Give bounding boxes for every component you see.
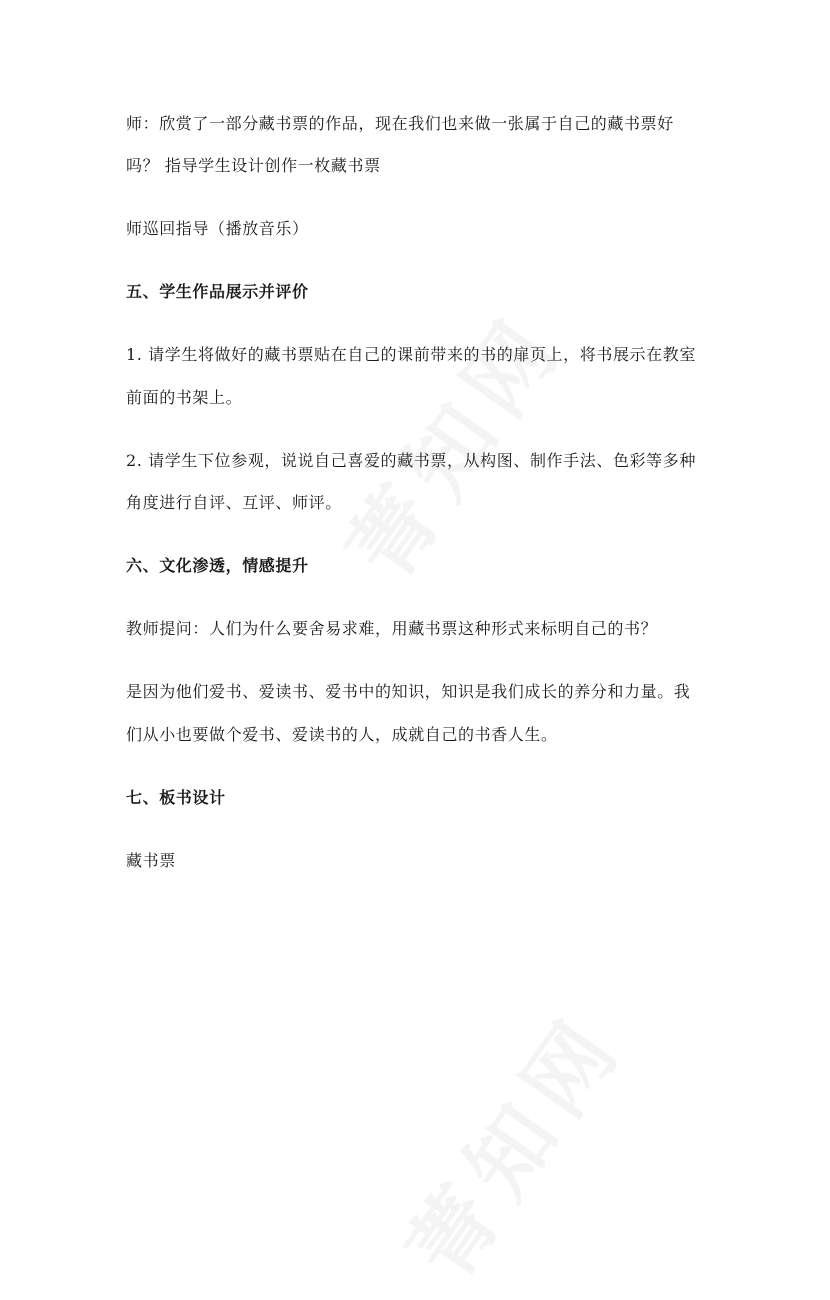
section-heading: 五、学生作品展示并评价 <box>126 282 309 301</box>
paragraph-line: 藏书票 <box>126 851 176 870</box>
paragraph-line: 们从小也要做个爱书、爱读书的人，成就自己的书香人生。 <box>126 725 558 744</box>
paragraph-line: 角度进行自评、互评、师评。 <box>126 493 342 512</box>
paragraph-line: 是因为他们爱书、爱读书、爱书中的知识，知识是我们成长的养分和力量。我 <box>126 682 691 701</box>
section-heading: 七、板书设计 <box>126 788 226 807</box>
paragraph-line: 师：欣赏了一部分藏书票的作品，现在我们也来做一张属于自己的藏书票好 <box>126 114 674 133</box>
paragraph-line: 教师提问：人们为什么要舍易求难，用藏书票这种形式来标明自己的书？ <box>126 619 658 638</box>
paragraph-line: 前面的书架上。 <box>126 388 243 407</box>
watermark <box>373 984 647 1300</box>
paragraph-line: 2. 请学生下位参观，说说自己喜爱的藏书票，从构图、制作手法、色彩等多种 <box>126 451 696 470</box>
watermark <box>313 284 587 601</box>
paragraph-line: 师巡回指导（播放音乐） <box>126 219 309 238</box>
paragraph-line: 1. 请学生将做好的藏书票贴在自己的课前带来的书的扉页上，将书展示在教室 <box>126 345 696 364</box>
paragraph-line: 吗？ 指导学生设计创作一枚藏书票 <box>126 156 381 175</box>
section-heading: 六、文化渗透，情感提升 <box>126 556 309 575</box>
